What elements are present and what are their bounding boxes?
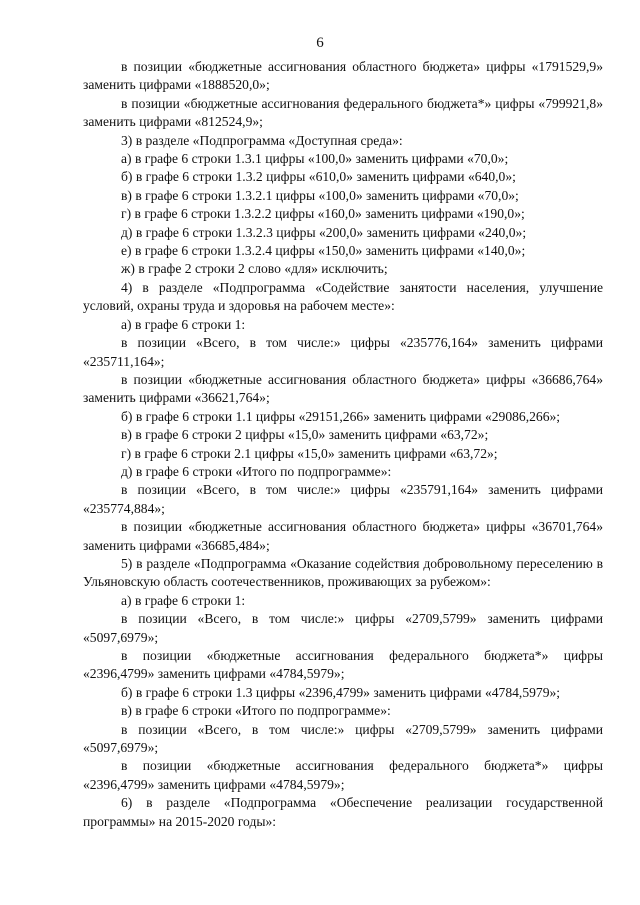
section-heading: 5) в разделе «Подпрограмма «Оказание содействия добровольному переселению в Ульяновскую область соотечественников, проживающих за рубежом»: (83, 555, 603, 590)
list-item: е) в графе 6 строки 1.3.2.4 цифры «150,0» заменить цифрами «140,0»; (121, 243, 526, 259)
list-item: д) в графе 6 строки 1.3.2.3 цифры «200,0» заменить цифрами «240,0»; (121, 224, 527, 240)
list-item: а) в графе 6 строки 1.3.1 цифры «100,0» заменить цифрами «70,0»; (121, 151, 509, 167)
list-item: д) в графе 6 строки «Итого по подпрограмме»: (121, 463, 392, 479)
paragraph: в позиции «Всего, в том числе:» цифры «2709,5799» заменить цифрами «5097,6979»; (83, 721, 603, 756)
list-item: ж) в графе 2 строки 2 слово «для» исключить; (121, 261, 388, 277)
paragraph: в позиции «бюджетные ассигнования областного бюджета» цифры «36701,764» заменить цифрами «36685,484»; (83, 519, 603, 553)
list-item: в) в графе 6 строки «Итого по подпрограмме»: (121, 703, 391, 719)
list-item: б) в графе 6 строки 1.3.2 цифры «610,0» заменить цифрами «640,0»; (121, 169, 516, 185)
paragraph: в позиции «бюджетные ассигнования федерального бюджета*» цифры «2396,4799» заменить цифрами «4784,5979»; (83, 648, 603, 682)
document-body (83, 58, 603, 831)
paragraph: в позиции «бюджетные ассигнования федерального бюджета*» цифры «2396,4799» заменить цифрами «4784,5979»; (83, 758, 603, 792)
paragraph: в позиции «бюджетные ассигнования федерального бюджета*» цифры «799921,8» заменить цифрами «812524,9»; (83, 95, 603, 130)
list-item: б) в графе 6 строки 1.1 цифры «29151,266» заменить цифрами «29086,266»; (121, 408, 561, 424)
list-item: г) в графе 6 строки 2.1 цифры «15,0» заменить цифрами «63,72»; (121, 445, 498, 461)
paragraph: в позиции «бюджетные ассигнования областного бюджета» цифры «1791529,9» заменить цифрами «1888520,0»; (83, 59, 603, 93)
paragraph: в позиции «Всего, в том числе:» цифры «2709,5799» заменить цифрами «5097,6979»; (83, 611, 603, 645)
list-item: б) в графе 6 строки 1.3 цифры «2396,4799» заменить цифрами «4784,5979»; (121, 684, 561, 700)
list-item: а) в графе 6 строки 1: (121, 592, 246, 608)
paragraph: в позиции «Всего, в том числе:» цифры «235776,164» заменить цифрами «235711,164»; (83, 335, 603, 369)
paragraph: в позиции «Всего, в том числе:» цифры «235791,164» заменить цифрами «235774,884»; (83, 482, 603, 516)
list-item: г) в графе 6 строки 1.3.2.2 цифры «160,0» заменить цифрами «190,0»; (121, 206, 525, 222)
list-item: в) в графе 6 строки 1.3.2.1 цифры «100,0» заменить цифрами «70,0»; (121, 187, 519, 203)
list-item: в) в графе 6 строки 2 цифры «15,0» заменить цифрами «63,72»; (121, 427, 489, 443)
list-item: а) в графе 6 строки 1: (121, 316, 246, 332)
paragraph: в позиции «бюджетные ассигнования областного бюджета» цифры «36686,764» заменить цифрами «36621,764»; (83, 371, 603, 406)
page-number: 6 (316, 35, 324, 51)
section-heading: 3) в разделе «Подпрограмма «Доступная среда»: (121, 132, 403, 148)
section-heading: 6) в разделе «Подпрограмма «Обеспечение реализации государственной программы» на 2015-2020 годы»: (83, 795, 603, 829)
section-heading: 4) в разделе «Подпрограмма «Содействие занятости населения, улучшение условий, охраны труда и здоровья на рабочем месте»: (83, 279, 603, 314)
